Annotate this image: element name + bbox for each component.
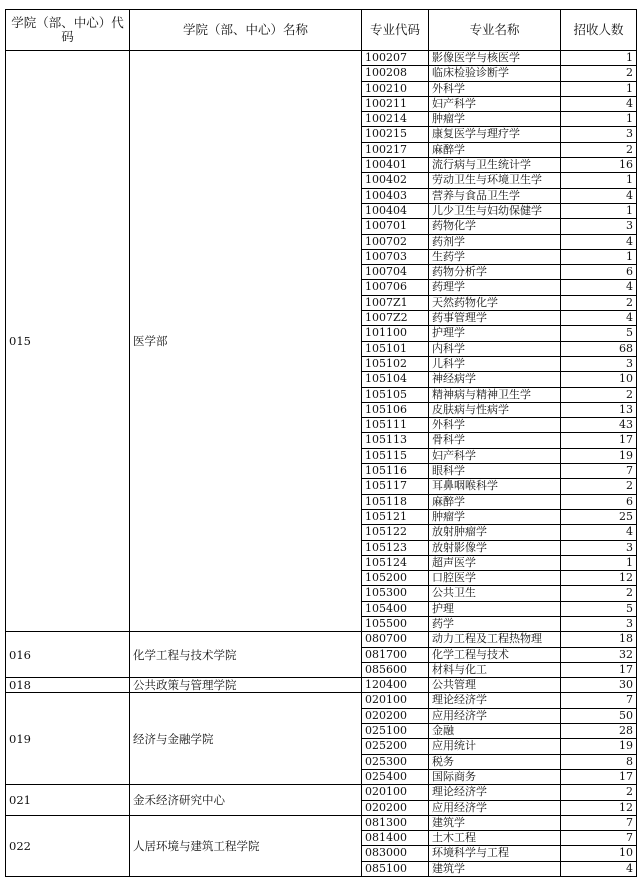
enroll-count-cell: 18 — [561, 632, 637, 647]
major-code-cell: 105102 — [362, 356, 429, 371]
major-code-cell: 105123 — [362, 540, 429, 555]
college-code-cell: 018 — [6, 678, 130, 693]
major-name-cell: 妇产科学 — [429, 448, 561, 463]
enroll-count-cell: 68 — [561, 341, 637, 356]
major-name-cell: 外科学 — [429, 81, 561, 96]
major-code-cell: 105104 — [362, 372, 429, 387]
major-code-cell: 020200 — [362, 800, 429, 815]
major-name-cell: 麻醉学 — [429, 494, 561, 509]
enroll-count-cell: 32 — [561, 647, 637, 662]
enroll-count-cell: 2 — [561, 142, 637, 157]
header-major-code: 专业代码 — [362, 10, 429, 51]
major-code-cell: 025100 — [362, 724, 429, 739]
enroll-count-cell: 10 — [561, 372, 637, 387]
major-name-cell: 环境科学与工程 — [429, 846, 561, 861]
major-name-cell: 眼科学 — [429, 464, 561, 479]
major-name-cell: 理论经济学 — [429, 693, 561, 708]
enroll-count-cell: 2 — [561, 479, 637, 494]
major-name-cell: 骨科学 — [429, 433, 561, 448]
major-code-cell: 100701 — [362, 219, 429, 234]
major-code-cell: 085100 — [362, 861, 429, 876]
enroll-count-cell: 6 — [561, 494, 637, 509]
major-code-cell: 100404 — [362, 203, 429, 218]
college-code-cell: 015 — [6, 51, 130, 632]
major-name-cell: 天然药物化学 — [429, 295, 561, 310]
college-code-cell: 016 — [6, 632, 130, 678]
college-name-cell: 公共政策与管理学院 — [130, 678, 362, 693]
major-name-cell: 儿科学 — [429, 356, 561, 371]
major-name-cell: 放射影像学 — [429, 540, 561, 555]
major-code-cell: 1007Z2 — [362, 311, 429, 326]
major-name-cell: 公共管理 — [429, 678, 561, 693]
major-name-cell: 应用经济学 — [429, 708, 561, 723]
major-code-cell: 105118 — [362, 494, 429, 509]
header-row — [6, 10, 637, 51]
enroll-count-cell: 12 — [561, 571, 637, 586]
enroll-count-cell: 1 — [561, 555, 637, 570]
enroll-count-cell: 3 — [561, 540, 637, 555]
major-name-cell: 超声医学 — [429, 555, 561, 570]
major-code-cell: 100706 — [362, 280, 429, 295]
enroll-count-cell: 4 — [561, 188, 637, 203]
major-name-cell: 康复医学与理疗学 — [429, 127, 561, 142]
table-body — [6, 51, 637, 877]
major-code-cell: 1007Z1 — [362, 295, 429, 310]
major-name-cell: 公共卫生 — [429, 586, 561, 601]
major-name-cell: 金融 — [429, 724, 561, 739]
enroll-count-cell: 12 — [561, 800, 637, 815]
enroll-count-cell: 2 — [561, 785, 637, 800]
enroll-count-cell: 50 — [561, 708, 637, 723]
major-name-cell: 影像医学与核医学 — [429, 51, 561, 66]
major-code-cell: 025300 — [362, 754, 429, 769]
major-name-cell: 劳动卫生与环境卫生学 — [429, 173, 561, 188]
major-name-cell: 营养与食品卫生学 — [429, 188, 561, 203]
enroll-count-cell: 2 — [561, 586, 637, 601]
college-name-cell: 人居环境与建筑工程学院 — [130, 815, 362, 876]
enroll-count-cell: 3 — [561, 616, 637, 631]
major-code-cell: 100211 — [362, 96, 429, 111]
major-code-cell: 100210 — [362, 81, 429, 96]
enroll-count-cell: 2 — [561, 295, 637, 310]
major-name-cell: 神经病学 — [429, 372, 561, 387]
major-code-cell: 105500 — [362, 616, 429, 631]
college-name-cell: 经济与金融学院 — [130, 693, 362, 785]
header-enroll-count: 招收人数 — [561, 10, 637, 51]
major-name-cell: 国际商务 — [429, 769, 561, 784]
enroll-count-cell: 4 — [561, 525, 637, 540]
major-code-cell: 105121 — [362, 509, 429, 524]
major-code-cell: 105400 — [362, 601, 429, 616]
college-code-cell: 022 — [6, 815, 130, 876]
table-row — [6, 51, 637, 66]
enroll-count-cell: 7 — [561, 693, 637, 708]
major-code-cell: 105111 — [362, 418, 429, 433]
major-name-cell: 妇产科学 — [429, 96, 561, 111]
major-name-cell: 建筑学 — [429, 815, 561, 830]
major-name-cell: 外科学 — [429, 418, 561, 433]
header-college-code: 学院（部、中心）代码 — [6, 10, 130, 51]
enroll-count-cell: 1 — [561, 203, 637, 218]
major-name-cell: 应用经济学 — [429, 800, 561, 815]
college-name-cell: 化学工程与技术学院 — [130, 632, 362, 678]
major-code-cell: 081300 — [362, 815, 429, 830]
major-code-cell: 100207 — [362, 51, 429, 66]
enroll-count-cell: 19 — [561, 739, 637, 754]
major-code-cell: 105122 — [362, 525, 429, 540]
major-code-cell: 105106 — [362, 402, 429, 417]
major-name-cell: 耳鼻咽喉科学 — [429, 479, 561, 494]
enroll-count-cell: 1 — [561, 112, 637, 127]
table-row — [6, 693, 637, 708]
enroll-count-cell: 5 — [561, 601, 637, 616]
enroll-count-cell: 1 — [561, 81, 637, 96]
enroll-count-cell: 30 — [561, 678, 637, 693]
major-code-cell: 025400 — [362, 769, 429, 784]
major-name-cell: 生药学 — [429, 249, 561, 264]
major-code-cell: 080700 — [362, 632, 429, 647]
enroll-count-cell: 16 — [561, 158, 637, 173]
college-code-cell: 019 — [6, 693, 130, 785]
enroll-count-cell: 17 — [561, 433, 637, 448]
enroll-count-cell: 28 — [561, 724, 637, 739]
major-code-cell: 100703 — [362, 249, 429, 264]
table-row — [6, 632, 637, 647]
major-name-cell: 药物化学 — [429, 219, 561, 234]
enroll-count-cell: 3 — [561, 127, 637, 142]
enroll-count-cell: 13 — [561, 402, 637, 417]
major-code-cell: 100217 — [362, 142, 429, 157]
enroll-count-cell: 43 — [561, 418, 637, 433]
major-code-cell: 083000 — [362, 846, 429, 861]
major-name-cell: 口腔医学 — [429, 571, 561, 586]
major-code-cell: 081700 — [362, 647, 429, 662]
enroll-count-cell: 4 — [561, 280, 637, 295]
major-code-cell: 105113 — [362, 433, 429, 448]
major-name-cell: 内科学 — [429, 341, 561, 356]
enroll-count-cell: 25 — [561, 509, 637, 524]
enroll-count-cell: 7 — [561, 464, 637, 479]
enroll-count-cell: 17 — [561, 662, 637, 677]
major-name-cell: 理论经济学 — [429, 785, 561, 800]
major-code-cell: 105105 — [362, 387, 429, 402]
enroll-count-cell: 1 — [561, 51, 637, 66]
enroll-count-cell: 3 — [561, 356, 637, 371]
major-code-cell: 105117 — [362, 479, 429, 494]
major-code-cell: 085600 — [362, 662, 429, 677]
major-code-cell: 025200 — [362, 739, 429, 754]
major-name-cell: 精神病与精神卫生学 — [429, 387, 561, 402]
table-row — [6, 785, 637, 800]
enroll-count-cell: 4 — [561, 234, 637, 249]
major-code-cell: 100403 — [362, 188, 429, 203]
enroll-count-cell: 10 — [561, 846, 637, 861]
major-code-cell: 101100 — [362, 326, 429, 341]
major-code-cell: 105300 — [362, 586, 429, 601]
major-code-cell: 020100 — [362, 693, 429, 708]
major-name-cell: 化学工程与技术 — [429, 647, 561, 662]
major-name-cell: 麻醉学 — [429, 142, 561, 157]
college-name-cell: 金禾经济研究中心 — [130, 785, 362, 816]
enroll-count-cell: 8 — [561, 754, 637, 769]
enroll-count-cell: 7 — [561, 831, 637, 846]
enroll-count-cell: 2 — [561, 66, 637, 81]
major-name-cell: 临床检验诊断学 — [429, 66, 561, 81]
major-name-cell: 皮肤病与性病学 — [429, 402, 561, 417]
enroll-count-cell: 2 — [561, 387, 637, 402]
major-name-cell: 护理 — [429, 601, 561, 616]
enroll-count-cell: 7 — [561, 815, 637, 830]
major-code-cell: 081400 — [362, 831, 429, 846]
major-code-cell: 100215 — [362, 127, 429, 142]
college-code-cell: 021 — [6, 785, 130, 816]
major-code-cell: 100402 — [362, 173, 429, 188]
enroll-count-cell: 5 — [561, 326, 637, 341]
header-major-name: 专业名称 — [429, 10, 561, 51]
major-name-cell: 儿少卫生与妇幼保健学 — [429, 203, 561, 218]
major-code-cell: 120400 — [362, 678, 429, 693]
major-code-cell: 105116 — [362, 464, 429, 479]
major-name-cell: 药理学 — [429, 280, 561, 295]
major-name-cell: 肿瘤学 — [429, 112, 561, 127]
major-code-cell: 100401 — [362, 158, 429, 173]
table-row — [6, 815, 637, 830]
major-name-cell: 建筑学 — [429, 861, 561, 876]
major-name-cell: 材料与化工 — [429, 662, 561, 677]
table-header — [6, 10, 637, 51]
major-name-cell: 应用统计 — [429, 739, 561, 754]
major-name-cell: 药剂学 — [429, 234, 561, 249]
table-row — [6, 678, 637, 693]
enroll-count-cell: 3 — [561, 219, 637, 234]
major-code-cell: 100214 — [362, 112, 429, 127]
enroll-count-cell: 4 — [561, 96, 637, 111]
enroll-count-cell: 6 — [561, 265, 637, 280]
major-name-cell: 动力工程及工程热物理 — [429, 632, 561, 647]
major-code-cell: 105200 — [362, 571, 429, 586]
major-name-cell: 税务 — [429, 754, 561, 769]
major-code-cell: 105101 — [362, 341, 429, 356]
major-name-cell: 护理学 — [429, 326, 561, 341]
header-college-name: 学院（部、中心）名称 — [130, 10, 362, 51]
major-name-cell: 肿瘤学 — [429, 509, 561, 524]
enrollment-table — [5, 9, 637, 877]
major-name-cell: 放射肿瘤学 — [429, 525, 561, 540]
major-name-cell: 土木工程 — [429, 831, 561, 846]
major-name-cell: 药学 — [429, 616, 561, 631]
enroll-count-cell: 17 — [561, 769, 637, 784]
major-name-cell: 药物分析学 — [429, 265, 561, 280]
enroll-count-cell: 1 — [561, 249, 637, 264]
major-name-cell: 药事管理学 — [429, 311, 561, 326]
enroll-count-cell: 19 — [561, 448, 637, 463]
major-code-cell: 100704 — [362, 265, 429, 280]
major-code-cell: 020100 — [362, 785, 429, 800]
enroll-count-cell: 1 — [561, 173, 637, 188]
major-name-cell: 流行病与卫生统计学 — [429, 158, 561, 173]
major-code-cell: 105124 — [362, 555, 429, 570]
major-code-cell: 020200 — [362, 708, 429, 723]
major-code-cell: 105115 — [362, 448, 429, 463]
enroll-count-cell: 4 — [561, 311, 637, 326]
major-code-cell: 100208 — [362, 66, 429, 81]
major-code-cell: 100702 — [362, 234, 429, 249]
enroll-count-cell: 4 — [561, 861, 637, 876]
college-name-cell: 医学部 — [130, 51, 362, 632]
